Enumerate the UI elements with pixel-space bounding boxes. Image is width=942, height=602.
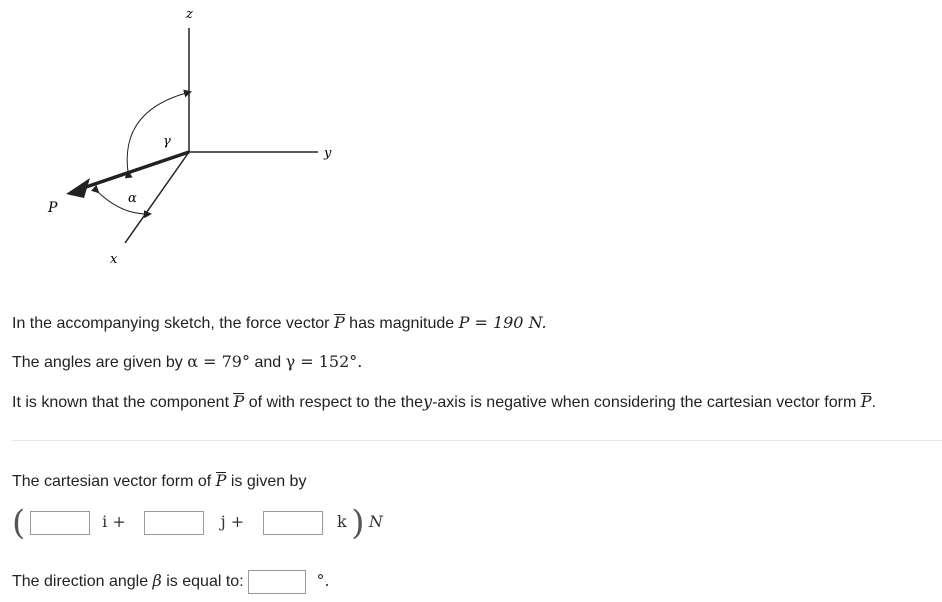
line1-text-b: has magnitude: [349, 315, 455, 332]
alpha-arc: [98, 192, 150, 214]
line2-text-b: and: [254, 354, 282, 371]
section-divider: [12, 440, 942, 441]
j-unit-label: j +: [220, 512, 245, 532]
left-paren: (: [12, 503, 26, 543]
i-unit-label: i +: [102, 512, 126, 532]
y-label: y: [324, 146, 332, 161]
gamma-arc: [127, 92, 190, 172]
vector-p: P: [215, 471, 227, 490]
i-component-input[interactable]: [30, 511, 90, 535]
line1-text-a: In the accompanying sketch, the force vector: [12, 315, 330, 332]
line3-period: .: [871, 394, 876, 411]
line2-text-a: The angles are given by: [12, 354, 183, 371]
alpha-value: α = 79°: [187, 352, 250, 371]
magnitude-equation: P = 190 N.: [458, 313, 547, 332]
k-component-input[interactable]: [263, 511, 323, 535]
cartesian-inputs-row: [12, 503, 383, 543]
gamma-value: γ = 152°.: [285, 352, 363, 371]
p-label: P: [48, 200, 58, 216]
vector-p: P: [860, 392, 872, 411]
line3-text-a: It is known that the component: [12, 394, 230, 411]
beta-row: [12, 570, 330, 594]
vector-p: P: [233, 392, 245, 411]
j-component-input[interactable]: [144, 511, 204, 535]
problem-line-1: [12, 313, 547, 333]
vector-p: P: [333, 313, 345, 332]
newton-unit: N: [368, 512, 383, 532]
cartesian-prompt: [12, 471, 306, 491]
cartesian-text-b: is given by: [230, 473, 307, 490]
y-axis-symbol: y: [423, 392, 433, 411]
line3-text-c: -axis is negative when considering the cartesian vector form: [432, 394, 857, 411]
cartesian-text-a: The cartesian vector form of: [12, 473, 212, 490]
gamma-label: γ: [163, 134, 171, 149]
force-vector-arrowhead: [66, 178, 90, 198]
k-unit-label: k: [337, 512, 347, 532]
x-label: x: [110, 252, 118, 267]
beta-suffix: is equal to:: [166, 573, 244, 591]
beta-symbol: β: [152, 571, 162, 591]
degree-label: °.: [316, 571, 330, 591]
right-paren: ): [351, 503, 365, 543]
alpha-label: α: [128, 191, 137, 206]
problem-line-2: [12, 352, 362, 372]
line3-text-b: of with respect to the the: [248, 394, 424, 411]
beta-prompt: The direction angle: [12, 573, 149, 591]
problem-line-3: [12, 392, 876, 412]
z-label: z: [186, 7, 193, 22]
beta-angle-input[interactable]: [248, 570, 306, 594]
force-vector-p: [86, 152, 189, 187]
vector-sketch: [0, 0, 360, 280]
